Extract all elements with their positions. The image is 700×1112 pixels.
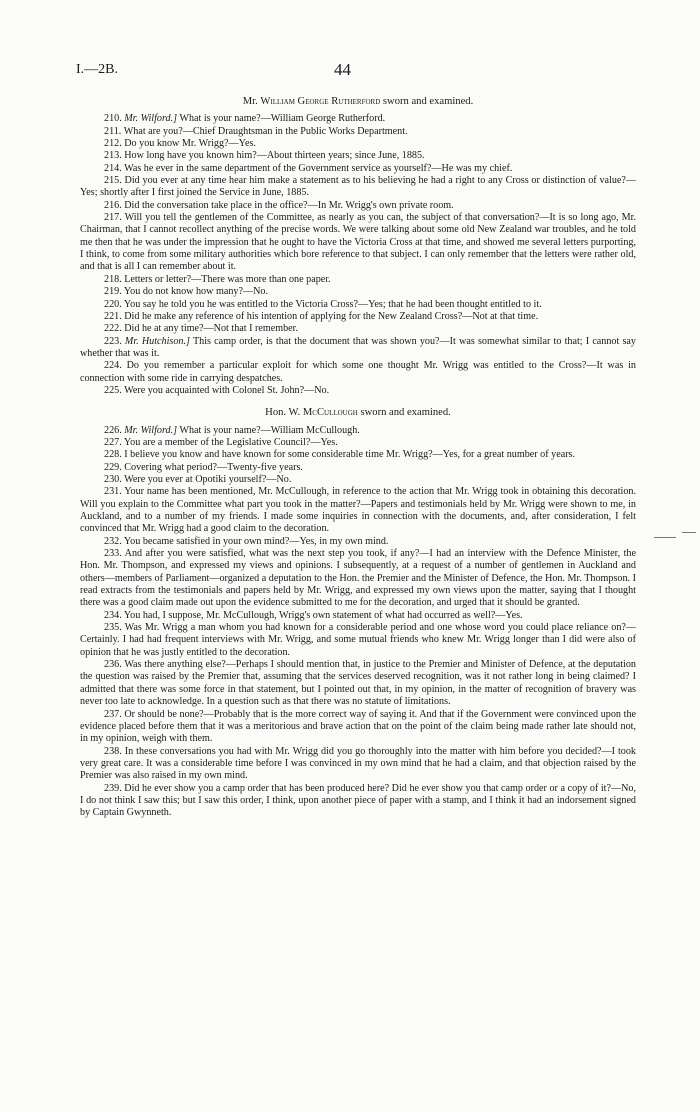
testimony-paragraph: [80, 299, 636, 311]
question-answer-text: Did you ever at any time hear him make a statement as to his believing he had a right to any Cross or distinction of value?—Yes; shortly after I first joined the Service in June, 1885.: [80, 175, 637, 199]
question-number: 239.: [104, 782, 122, 794]
testimony-paragraph: [80, 163, 636, 175]
question-answer-text: You do not know how many?—No.: [123, 286, 268, 298]
question-answer-text: I believe you know and have known for some considerable time Mr. Wrigg?—Yes, for a great number of years.: [124, 449, 576, 461]
question-answer-text: What are you?—Chief Draughtsman in the Public Works Department.: [123, 125, 408, 137]
testimony-paragraph: [80, 425, 636, 437]
question-number: 236.: [104, 659, 122, 671]
question-answer-text: Did he at any time?—Not that I remember.: [124, 323, 299, 335]
question-answer-text: Were you ever at Opotiki yourself?—No.: [124, 473, 292, 485]
question-answer-text: Was Mr. Wrigg a man whom you had known for a considerable period and one whose word you could place reliance on?—Certainly. I had had frequent interviews with Mr. Wrigg, and some mutual friends who knew Mr. Wrigg longer than I did were also of opinion that he was justly entitled to the decoration.: [80, 622, 636, 658]
question-answer-text: You had, I suppose, Mr. McCullough, Wrigg's own statement of what had occurred as well?—Yes.: [123, 609, 523, 621]
question-answer-text: Letters or letter?—There was more than one paper.: [124, 273, 331, 285]
section-title: [80, 96, 636, 108]
question-number: 212.: [104, 138, 122, 150]
question-number: 228.: [104, 449, 122, 461]
testimony-paragraph: [80, 437, 636, 449]
question-number: 223.: [104, 335, 122, 347]
question-number: 218.: [104, 273, 122, 285]
question-number: 219.: [104, 286, 122, 298]
question-number: 234.: [104, 609, 122, 621]
question-answer-text: Were you acquainted with Colonel St. John?—No.: [124, 384, 330, 396]
testimony-paragraph: [80, 126, 636, 138]
question-answer-text: You say he told you he was entitled to the Victoria Cross?—Yes; that he had been thought entitled to it.: [123, 298, 542, 310]
question-answer-text: Did he make any reference of his intention of applying for the New Zealand Cross?—Not at that time.: [124, 310, 539, 322]
question-number: 210.: [104, 113, 122, 125]
testimony-paragraph: [80, 462, 636, 474]
question-number: 233.: [104, 548, 122, 560]
question-number: 220.: [104, 298, 122, 310]
question-number: 221.: [104, 310, 122, 322]
sections-container: [80, 96, 636, 820]
testimony-paragraph: [80, 783, 636, 820]
question-answer-text: How long have you known him?—About thirteen years; since June, 1885.: [124, 150, 425, 162]
testimony-paragraph: [80, 138, 636, 150]
questioner-name: Mr. Wilford.]: [124, 113, 178, 125]
question-number: 216.: [104, 199, 122, 211]
testimony-paragraph: [80, 286, 636, 298]
question-number: 237.: [104, 708, 122, 720]
page-header: [76, 62, 636, 84]
question-answer-text: Do you remember a particular exploit for which some one thought Mr. Wrigg was entitled to the Cross?—It was in connection with some ride in carrying despatches.: [80, 360, 636, 384]
question-answer-text: You are a member of the Legislative Council?—Yes.: [123, 436, 338, 448]
question-answer-text: Did he ever show you a camp order that has been produced here? Did he ever show you that camp order or a copy of it?—No, I do not think I saw this; but I saw this order, I think, upon another piece of paper with a stamp, and I think it had an indorsement signed by Captain Gwynneth.: [80, 782, 636, 819]
testimony-paragraph: [80, 360, 636, 385]
section-title: [80, 407, 636, 419]
margin-mark: [682, 532, 696, 533]
testimony-paragraph: [80, 212, 636, 274]
question-answer-text: Or should be none?—Probably that is the more correct way of saying it. And that if the Government were convinced upon the evidence placed before them that it was a meritorious and brave action that on the point of the claim being made rather late should not, in my opinion, weigh with them.: [80, 708, 636, 745]
testimony-paragraph: [80, 474, 636, 486]
question-number: 229.: [104, 461, 122, 473]
question-answer-text: What is your name?—William George Rutherford.: [179, 113, 386, 125]
witness-name: McCullough: [302, 407, 358, 419]
question-number: 227.: [104, 436, 122, 448]
testimony-paragraph: [80, 336, 636, 361]
testimony-paragraph: [80, 486, 636, 535]
question-number: 224.: [104, 360, 122, 372]
question-answer-text: Was he ever in the same department of the Government service as yourself?—He was my chief.: [124, 162, 513, 174]
question-number: 214.: [104, 162, 122, 174]
testimony-paragraph: [80, 274, 636, 286]
question-number: 232.: [104, 535, 122, 547]
paper-reference: I.—2B.: [76, 62, 118, 77]
testimony-paragraph: [80, 200, 636, 212]
question-answer-text: Do you know Mr. Wrigg?—Yes.: [124, 138, 256, 150]
question-number: 225.: [104, 384, 122, 396]
testimony-paragraph: [80, 311, 636, 323]
question-answer-text: Will you tell the gentlemen of the Committee, as nearly as you can, the subject of that conversation?—It is so long ago, Mr. Chairman, that I cannot recollect anything of the precise words. We were talking about some old New Zealand war troubles, and he told me then that he was under the impression that he ought to have the Victoria Cross at that time, and showed me several letters purporting, I think, to come from some military authorities which bore reference to that subject. I can only remember that the letters were rather old, and that is all I can remember about it.: [80, 212, 636, 273]
testimony-paragraph: [80, 622, 636, 659]
witness-name: William George Rutherford: [260, 96, 381, 107]
testimony-paragraph: [80, 746, 636, 783]
question-number: 231.: [104, 486, 122, 498]
questioner-name: Mr. Wilford.]: [124, 424, 178, 436]
margin-mark: [654, 537, 676, 538]
testimony-paragraph: [80, 385, 636, 397]
testimony-paragraph: [80, 548, 636, 610]
question-answer-text: Covering what period?—Twenty-five years.: [124, 461, 303, 473]
testimony-paragraph: [80, 449, 636, 461]
question-answer-text: You became satisfied in your own mind?—Yes, in my own mind.: [123, 535, 389, 547]
page-body: [80, 96, 636, 820]
question-number: 238.: [104, 745, 122, 757]
question-number: 213.: [104, 150, 122, 162]
testimony-paragraph: [80, 323, 636, 335]
question-number: 235.: [104, 622, 122, 634]
witness-title-suffix: sworn and examined.: [382, 96, 474, 107]
question-number: 215.: [104, 175, 122, 187]
witness-title-prefix: Mr.: [242, 96, 258, 107]
testimony-paragraph: [80, 709, 636, 746]
questioner-name: Mr. Hutchison.]: [124, 335, 190, 347]
question-answer-text: Was there anything else?—Perhaps I should mention that, in justice to the Premier and Minister of Defence, at the deputation the question was raised by the Premier that, assuming that the services deserved recognition, was it not rather long in being claimed? I admitted that there was some force in that statement, but I pointed out that, in my opinion, in the matter of recognition of bravery was never too late to acknowledge. In a question such as that there was no statute of limitations.: [80, 659, 636, 708]
question-number: 226.: [104, 424, 122, 436]
testimony-paragraph: [80, 113, 636, 125]
witness-title-prefix: Hon. W.: [265, 407, 301, 419]
testimony-paragraph: [80, 150, 636, 162]
question-answer-text: What is your name?—William McCullough.: [179, 424, 360, 436]
testimony-paragraph: [80, 536, 636, 548]
question-number: 211.: [104, 125, 122, 137]
question-answer-text: Did the conversation take place in the office?—In Mr. Wrigg's own private room.: [124, 199, 454, 211]
question-number: 222.: [104, 323, 122, 335]
testimony-paragraph: [80, 175, 636, 200]
testimony-paragraph: [80, 659, 636, 708]
page-number: 44: [334, 60, 351, 79]
question-answer-text: This camp order, is that the document that was shown you?—It was somewhat similar to that; I cannot say whether that was it.: [80, 335, 636, 359]
testimony-paragraph: [80, 610, 636, 622]
question-number: 217.: [104, 212, 122, 224]
question-answer-text: In these conversations you had with Mr. Wrigg did you go thoroughly into the matter with him before you decided?—I took very great care. It was a considerable time before I was convinced in my own mind that he had a claim, and that objection raised by the Premier was also raised in my own mind.: [80, 745, 636, 782]
question-number: 230.: [104, 473, 122, 485]
question-answer-text: Your name has been mentioned, Mr. McCullough, in reference to the action that Mr. Wrigg took in obtaining this decoration. Will you explain to the Committee what part you took in the matter?—Papers and testimonials held by Mr. Wrigg were shown to me, in Auckland, and to a number of my friends. I made some inquiries in connection with the documents, and, after consideration, I felt convinced that Mr. Wrigg had a good claim to the decoration.: [80, 486, 636, 535]
question-answer-text: And after you were satisfied, what was the next step you took, if any?—I had an interview with the Defence Minister, the Hon. Mr. Thompson, and expressed my views and opinions. I subsequently, at a request of a number of gentlemen in Auckland and others—members of Parliament—organized a deputation to the Hon. the Premier and the Minister of Defence, the Hon. Mr. Thompson. I read extracts from the testimonials and papers held by Mr. Wrigg, and expressed my own views upon the matter, saying that I thought there was a good claim made out upon the evidence submitted to me for the decoration, and urged that it should be granted.: [80, 548, 636, 609]
witness-title-suffix: sworn and examined.: [360, 407, 451, 419]
